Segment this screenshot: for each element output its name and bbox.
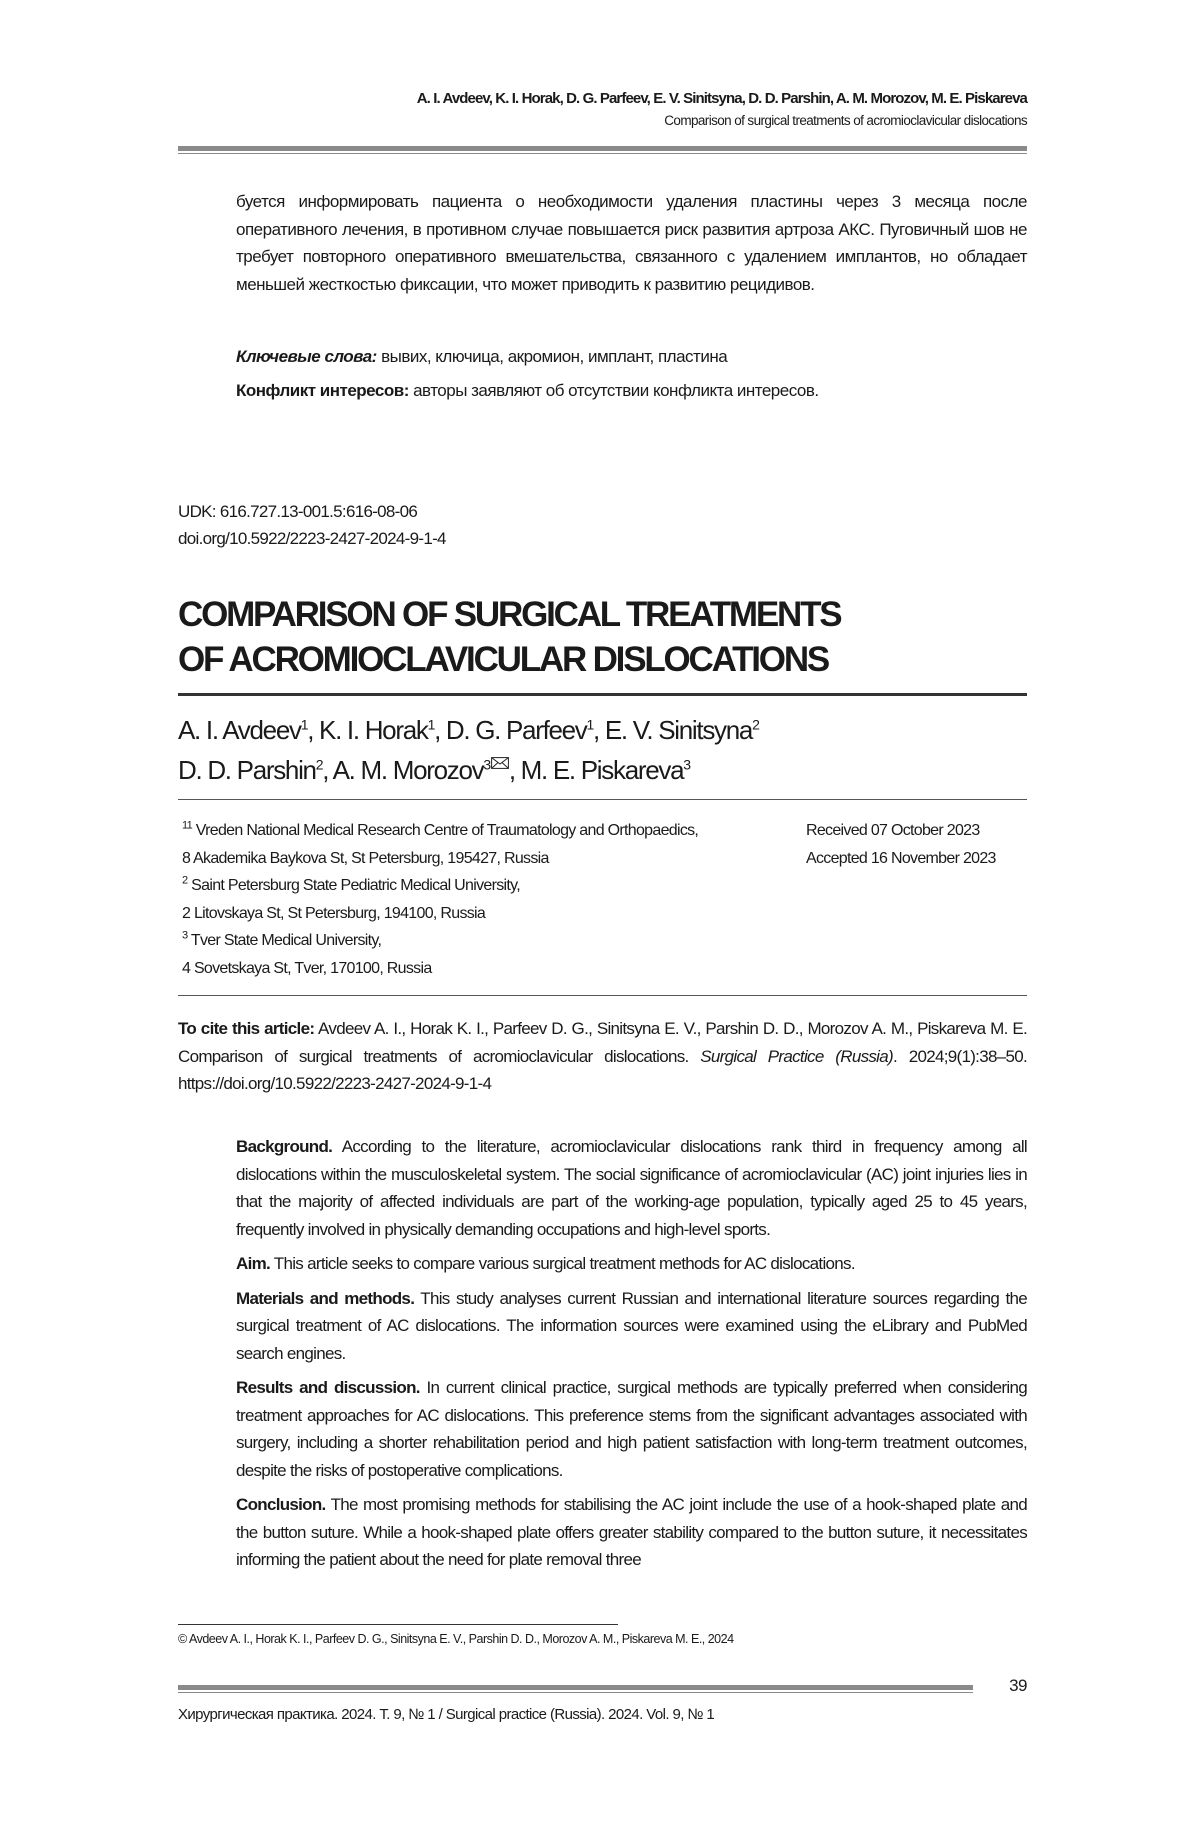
authors-rule — [178, 799, 1027, 800]
affiliation-line — [182, 872, 792, 900]
results-text: In current clinical practice, surgical methods are typically preferred when considering treatment approaches for AC dislocations. This preference stems from the significant advantages associated with surgery, including a shorter rehabilitation period and high patient satisfaction with long-term treatment outcomes, despite the risks of postoperative complications. — [236, 1378, 1027, 1480]
abstract — [236, 1133, 1027, 1581]
author-name: D. D. Parshin — [178, 755, 316, 785]
affiliation-text: Vreden National Medical Research Centre of Traumatology and Orthopaedics, — [192, 822, 699, 839]
affiliation-sup: 2 — [182, 874, 188, 887]
received-date: Received 07 October 2023 — [806, 822, 980, 839]
russian-keywords — [236, 347, 1027, 367]
running-header-authors: A. I. Avdeev, K. I. Horak, D. G. Parfeev, E. V. Sinitsyna, D. D. Parshin, A. M. Morozov, M. E. Piskareva — [416, 90, 1027, 107]
authors-line-1 — [178, 710, 1027, 750]
footer-rule-thin — [178, 1692, 973, 1693]
article-dates — [806, 817, 996, 872]
affiliation-line: 8 Akademika Baykova St, St Petersburg, 195427, Russia — [182, 849, 549, 867]
methods-text: This study analyses current Russian and international literature sources regarding the surgical treatment of AC dislocations. The information sources were examined using the eLibrary and PubMed search engines. — [236, 1288, 1027, 1363]
abstract-background — [236, 1133, 1027, 1243]
copyright-notice: © Avdeev A. I., Horak K. I., Parfeev D. G., Sinitsyna E. V., Parshin D. D., Morozov A. M., Piskareva M. E., 2024 — [178, 1632, 734, 1646]
doi-link[interactable]: doi.org/10.5922/2223-2427-2024-9-1-4 — [178, 529, 446, 548]
header-rule-thin — [178, 153, 1027, 154]
author-name: , M. E. Piskareva — [508, 755, 684, 785]
affiliations — [182, 817, 792, 982]
affiliation-line — [182, 927, 792, 955]
affiliation-text: Saint Petersburg State Pediatric Medical University, — [187, 877, 520, 894]
conclusion-label: Conclusion. — [236, 1495, 326, 1514]
methods-label: Materials and methods. — [236, 1288, 415, 1308]
affiliation-line: 2 Litovskaya St, St Petersburg, 194100, Russia — [182, 904, 486, 922]
author-name: , A. M. Morozov — [322, 755, 484, 785]
russian-conflict — [236, 381, 1027, 401]
article-title-line-1: COMPARISON OF SURGICAL TREATMENTS — [178, 595, 841, 634]
authors-line-2 — [178, 750, 1027, 790]
author-affil-sup: 2 — [315, 756, 323, 773]
russian-keywords-label: Ключевые слова: — [236, 347, 377, 366]
article-title-line-2: OF ACROMIOCLAVICULAR DISLOCATIONS — [178, 640, 829, 679]
citation-text: Avdeev A. I., Horak K. I., Parfeev D. G., Sinitsyna E. V., Parshin D. D., Morozov A. M., Piskareva M. E. Comparison of surgical treatments of acromioclavicular dislocations. — [178, 1019, 1027, 1066]
affiliation-sup: 3 — [182, 929, 188, 942]
running-header — [178, 90, 1027, 128]
affiliation-sup: 11 — [182, 819, 193, 832]
authors-list — [178, 710, 1027, 790]
conclusion-text: The most promising methods for stabilising the AC joint include the use of a hook-shaped plate and the button suture. While a hook-shaped plate offers greater stability compared to the button suture, it necessitates informing the patient about the need for plate removal three — [236, 1495, 1027, 1569]
author-affil-sup: 3 — [483, 756, 490, 773]
footer-rule — [178, 1685, 973, 1690]
author-name: , E. V. Sinitsyna — [593, 715, 753, 745]
russian-conflict-text: авторы заявляют об отсутствии конфликта интересов. — [408, 381, 819, 400]
envelope-icon[interactable] — [491, 757, 509, 769]
affiliations-rule — [178, 995, 1027, 996]
background-text: According to the literature, acromioclavicular dislocations rank third in frequency among all dislocations within the musculoskeletal system. The social significance of acromioclavicular (AC) joint injuries lies in that the majority of affected individuals are part of the working-age population, typically aged 25 to 45 years, frequently involved in physically demanding occupations and high-level sports. — [236, 1137, 1027, 1239]
author-name: , D. G. Parfeev — [434, 715, 587, 745]
affiliation-line: 4 Sovetskaya St, Tver, 170100, Russia — [182, 959, 432, 977]
abstract-results — [236, 1374, 1027, 1484]
author-affil-sup: 1 — [427, 716, 435, 733]
accepted-date: Accepted 16 November 2023 — [806, 849, 996, 867]
results-label: Results and discussion. — [236, 1378, 420, 1397]
affiliation-text: Tver State Medical University, — [187, 932, 382, 949]
author-affil-sup: 2 — [752, 716, 759, 733]
aim-label: Aim. — [236, 1254, 271, 1273]
page-number: 39 — [1009, 1676, 1027, 1695]
russian-keywords-text: вывих, ключица, акромион, имплант, пластина — [376, 347, 728, 366]
udk-code: UDK: 616.727.13-001.5:616-08-06 — [178, 502, 418, 521]
abstract-conclusion — [236, 1491, 1027, 1574]
russian-abstract-tail: буется информировать пациента о необходимости удаления пластины через 3 месяца после оперативного лечения, в противном случае повышается риск развития артроза АКС. Пуговичный шов не требует повторного оперативного вмешательства, связанного с удалением имплантов, но обладает меньшей жесткостью фиксации, что может приводить к развитию рецидивов. — [236, 192, 1027, 294]
affiliation-line — [182, 817, 792, 845]
author-name: A. I. Avdeev — [178, 715, 301, 745]
footnote-rule — [178, 1624, 618, 1625]
citation — [178, 1015, 1027, 1098]
journal-footer: Хирургическая практика. 2024. Т. 9, № 1 / Surgical practice (Russia). 2024. Vol. 9, № 1 — [178, 1706, 715, 1723]
article-title — [178, 592, 1027, 682]
title-rule — [178, 693, 1027, 696]
citation-text-end: . 2024;9(1):38–50. https://doi.org/10.5922/2223-2427-2024-9-1-4 — [178, 1046, 1027, 1093]
russian-conflict-label: Конфликт интересов: — [236, 381, 409, 400]
abstract-methods — [236, 1285, 1027, 1368]
running-header-title: Comparison of surgical treatments of acromioclavicular dislocations — [664, 113, 1027, 128]
citation-label: To cite this article: — [178, 1019, 315, 1038]
header-rule — [178, 146, 1027, 151]
author-affil-sup: 3 — [683, 756, 690, 773]
citation-journal: Surgical Practice (Russia) — [700, 1046, 893, 1066]
background-label: Background. — [236, 1137, 333, 1156]
aim-text: This article seeks to compare various surgical treatment methods for AC dislocations. — [270, 1254, 855, 1273]
abstract-aim — [236, 1250, 1027, 1278]
author-affil-sup: 1 — [300, 716, 308, 733]
author-affil-sup: 1 — [586, 716, 594, 733]
author-name: , K. I. Horak — [307, 715, 428, 745]
